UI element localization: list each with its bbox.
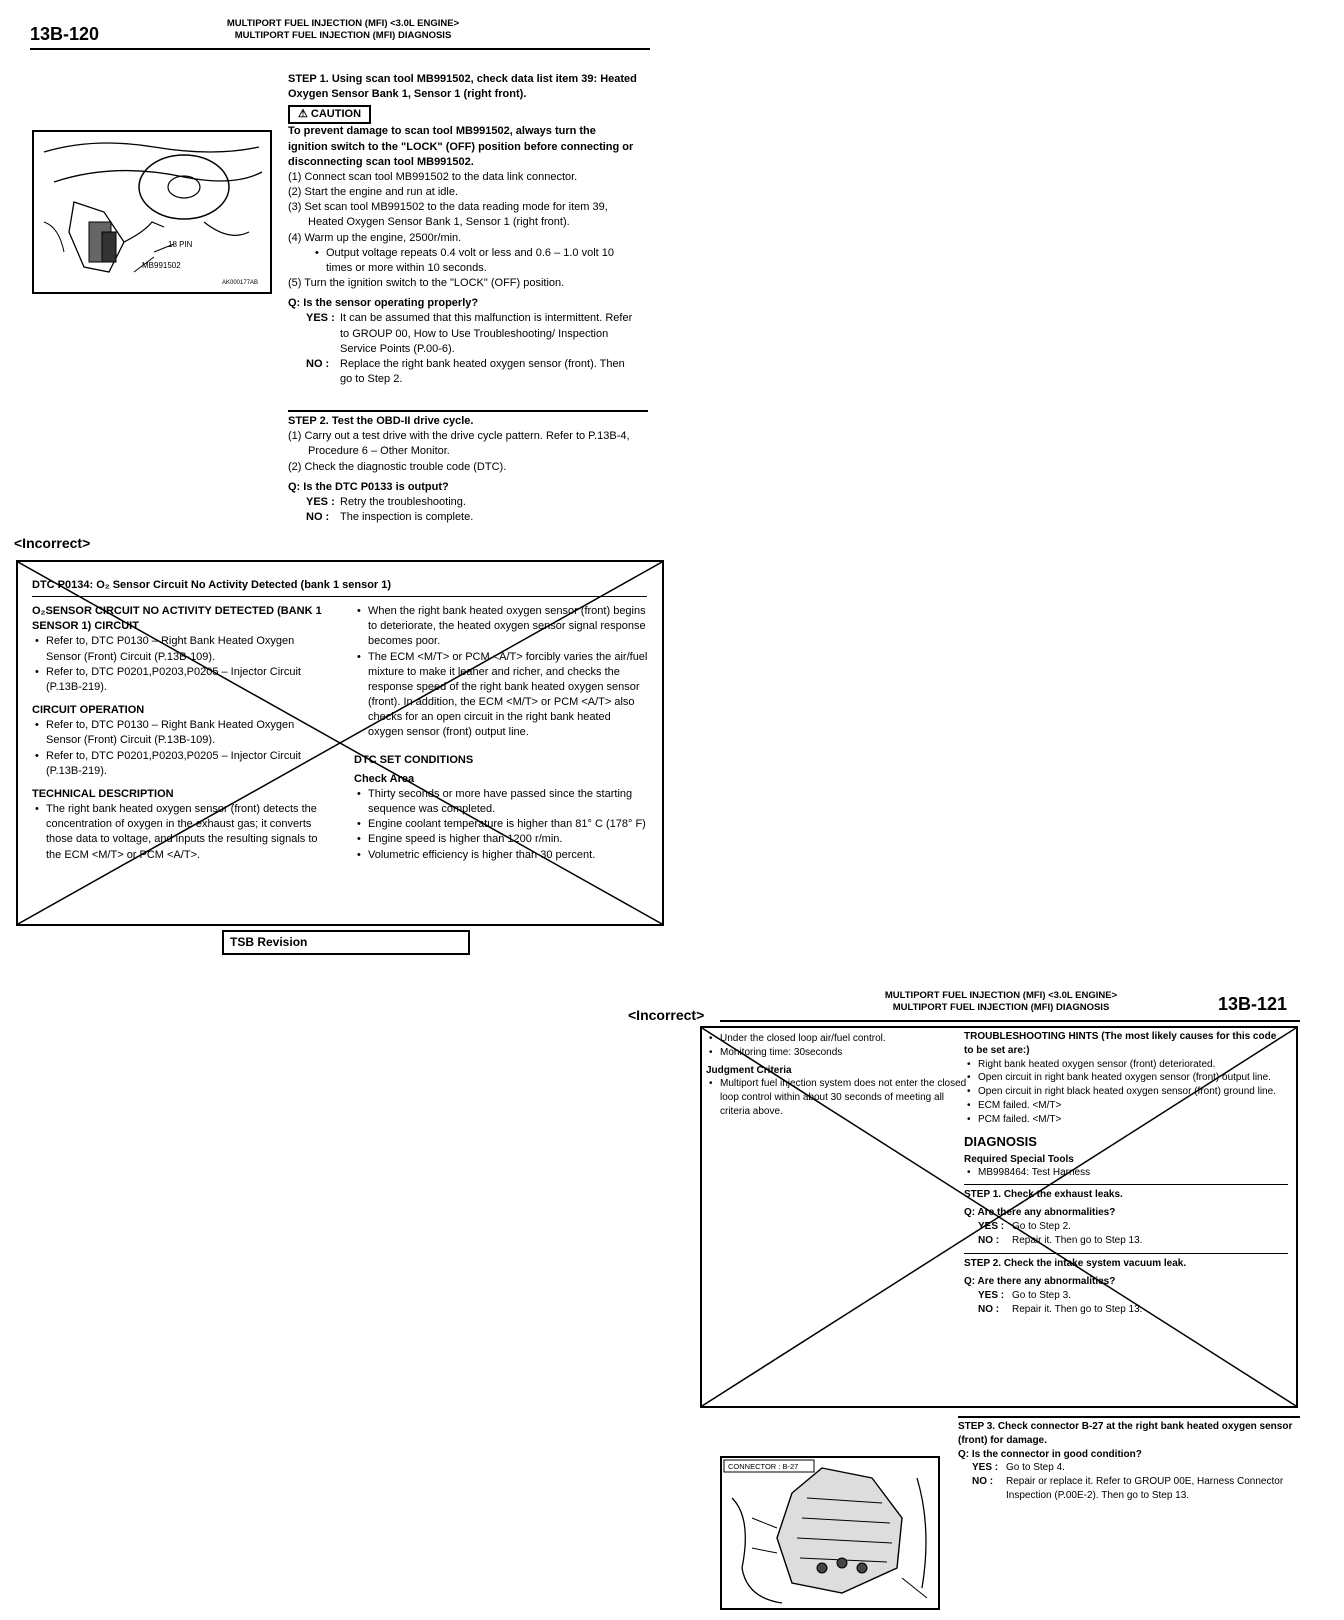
tools-list: [964, 1166, 1288, 1180]
list-item: • ECM failed. <M/T>: [964, 1099, 1288, 1113]
incorrect-label-left: <Incorrect>: [14, 535, 91, 551]
header-line-2: MULTIPORT FUEL INJECTION (MFI) DIAGNOSIS: [892, 1001, 1110, 1013]
step1-item: (5) Turn the ignition switch to the "LOCK" (OFF) position.: [288, 277, 565, 290]
step-divider: [958, 1416, 1300, 1418]
step1-question: Q: Is the sensor operating properly?: [288, 297, 479, 310]
box-step1-no: [978, 1234, 1288, 1248]
page-header-right: [836, 990, 1166, 1014]
scan-tool-figure: [32, 130, 272, 294]
dashboard-illustration: [34, 132, 270, 292]
list-item: • Refer to, DTC P0130 – Right Bank Heated Oxygen Sensor (Front) Circuit (P.13B-109).: [32, 634, 332, 664]
sec1-title: O₂SENSOR CIRCUIT NO ACTIVITY DETECTED (BANK 1 SENSOR 1) CIRCUIT: [32, 605, 322, 633]
no-label: NO :: [306, 357, 330, 370]
box-step1-yes: [978, 1220, 1288, 1234]
yes-text: Retry the troubleshooting.: [340, 495, 466, 508]
list-item: • MB998464: Test Harness: [964, 1166, 1288, 1180]
step2-list: [288, 429, 638, 475]
trouble-title: TROUBLESHOOTING HINTS (The most likely causes for this code to be set are:): [964, 1031, 1277, 1056]
header-line-1: MULTIPORT FUEL INJECTION (MFI) <3.0L ENGINE>: [226, 18, 460, 29]
step3-yes: [972, 1461, 1294, 1475]
step-divider: [288, 410, 648, 412]
header-rule-left: [30, 48, 650, 50]
list-item: • Open circuit in right black heated oxygen sensor (front) ground line.: [964, 1085, 1288, 1099]
step-divider: [964, 1184, 1288, 1185]
page-number-right: 13B-121: [1218, 994, 1288, 1014]
header-rule-right: [720, 1020, 1300, 1022]
caution-text: To prevent damage to scan tool MB991502, always turn the ignition switch to the "LOCK" (OFF) position before connecting or disconnecting scan tool MB991502.: [288, 125, 634, 168]
no-text: Repair or replace it. Refer to GROUP 00E, Harness Connector Inspection (P.00E-2). Then go to Step 13.: [1006, 1476, 1284, 1501]
page-number-left: 13B-120: [30, 24, 100, 44]
yes-text: It can be assumed that this malfunction is intermittent. Refer to GROUP 00, How to Use Troubleshooting/ Inspection Service Points (P.00-6).: [340, 312, 633, 355]
step2-no: [306, 510, 638, 525]
tools-title: Required Special Tools: [964, 1153, 1074, 1165]
sec2-title: CIRCUIT OPERATION: [32, 704, 145, 717]
list-item: • When the right bank heated oxygen sensor (front) begins to deteriorate, the heated oxygen sensor signal response becomes poor.: [354, 604, 649, 650]
no-label: NO :: [972, 1476, 994, 1488]
no-text: Repair it. Then go to Step 13.: [1012, 1234, 1143, 1246]
sec1-list: [32, 634, 332, 695]
figure-label-tool: MB991502: [142, 261, 181, 270]
list-item: • PCM failed. <M/T>: [964, 1113, 1288, 1127]
dtc-title: DTC P0134: O₂ Sensor Circuit No Activity Detected (bank 1 sensor 1): [32, 579, 392, 591]
header-line-1: MULTIPORT FUEL INJECTION (MFI) <3.0L ENGINE>: [884, 990, 1118, 1001]
step1-list-cont: [288, 276, 638, 291]
conditions-list: [706, 1032, 974, 1060]
list-item: • Monitoring time: 30seconds: [706, 1046, 974, 1060]
yes-label: YES :: [306, 312, 335, 325]
step1-no: [306, 357, 638, 387]
step2-item: (1) Carry out a test drive with the drive cycle pattern. Refer to P.13B-4, Procedure 6 – Other Monitor.: [288, 430, 630, 458]
step3-no: [972, 1475, 1294, 1503]
sec4-list: [354, 787, 649, 863]
judgment-title: Judgment Criteria: [706, 1064, 792, 1076]
list-item: • Open circuit in right bank heated oxygen sensor (front) output line.: [964, 1071, 1288, 1085]
connector-figure: [720, 1456, 940, 1610]
judgment-list: [706, 1077, 974, 1118]
box-step2-question: Q: Are there any abnormalities?: [964, 1276, 1116, 1288]
box-step2-yes: [978, 1289, 1288, 1303]
yes-text: Go to Step 4.: [1006, 1462, 1065, 1474]
dtc-col1: [32, 604, 332, 863]
step1-sub-bullet: • Output voltage repeats 0.4 volt or less and 0.6 – 1.0 volt 10 times or more within 10 seconds.: [312, 246, 638, 276]
header-line-2: MULTIPORT FUEL INJECTION (MFI) DIAGNOSIS: [234, 29, 452, 41]
sec3-list: [32, 802, 332, 863]
step1-section: [288, 72, 638, 387]
box-step1-title: STEP 1. Check the exhaust leaks.: [964, 1189, 1123, 1201]
box-step2-no: [978, 1303, 1288, 1317]
list-item: • Under the closed loop air/fuel control.: [706, 1032, 974, 1046]
no-label: NO :: [978, 1234, 1000, 1246]
page-header-left: [178, 18, 508, 42]
list-item: • Thirty seconds or more have passed since the starting sequence was completed.: [354, 787, 649, 817]
caution-label: ⚠ CAUTION: [288, 105, 371, 124]
figure-label-pin: 18 PIN: [168, 240, 193, 249]
sec2-list: [32, 718, 332, 779]
yes-label: YES :: [978, 1220, 1005, 1232]
no-label: NO :: [306, 511, 330, 524]
tsb-revision-box: TSB Revision: [222, 930, 470, 955]
step3-section: [958, 1420, 1294, 1503]
list-item: • Refer to, DTC P0201,P0203,P0205 – Injector Circuit (P.13B-219).: [32, 749, 332, 779]
engine-bay-illustration: [722, 1458, 938, 1608]
list-item: • Right bank heated oxygen sensor (front) deteriorated.: [964, 1058, 1288, 1072]
step-divider: [964, 1253, 1288, 1254]
yes-label: YES :: [978, 1289, 1005, 1301]
dtc-p0134-box: [16, 560, 664, 926]
dtc-col2: [354, 604, 649, 863]
col2-list: [354, 604, 649, 741]
step2-yes: [306, 495, 638, 510]
step2-question: Q: Is the DTC P0133 is output?: [288, 480, 449, 493]
list-item: • Refer to, DTC P0130 – Right Bank Heated Oxygen Sensor (Front) Circuit (P.13B-109).: [32, 718, 332, 748]
step2-title: STEP 2. Test the OBD-II drive cycle.: [288, 415, 474, 427]
list-item: • The ECM <M/T> or PCM <A/T> forcibly varies the air/fuel mixture to make it leaner and richer, and checks the response speed of the right bank heated oxygen sensor (front). In addition, the ECM <M/T> or PCM <A/T> also checks for an open circuit in the right bank heated oxygen sensor (front) output line.: [354, 650, 649, 741]
no-text: Replace the right bank heated oxygen sensor (front). Then go to Step 2.: [340, 357, 625, 386]
step3-title: STEP 3. Check connector B-27 at the right bank heated oxygen sensor (front) for damage.: [958, 1421, 1293, 1446]
list-item: • Engine speed is higher than 1200 r/min.: [354, 832, 649, 847]
diagnosis-title: DIAGNOSIS: [964, 1133, 1037, 1149]
sec4-title: DTC SET CONDITIONS: [354, 753, 474, 766]
box-col2: [964, 1030, 1288, 1316]
no-text: The inspection is complete.: [340, 511, 474, 524]
no-label: NO :: [978, 1303, 1000, 1315]
connector-label: CONNECTOR : B-27: [728, 1462, 799, 1471]
step1-list: [288, 170, 638, 246]
box-step2-title: STEP 2. Check the intake system vacuum leak.: [964, 1258, 1187, 1270]
step1-item: (3) Set scan tool MB991502 to the data reading mode for item 39, Heated Oxygen Sensor Bank 1, Sensor 1 (right front).: [288, 201, 608, 229]
dtc-title-rule: [32, 596, 647, 597]
trouble-list: [964, 1058, 1288, 1127]
list-item: • Multiport fuel injection system does not enter the closed loop control within about 30 seconds of meeting all criteria above.: [706, 1077, 974, 1118]
warning-triangle-icon: ⚠: [298, 108, 311, 121]
step1-item: (4) Warm up the engine, 2500r/min.: [288, 231, 462, 244]
no-text: Repair it. Then go to Step 13.: [1012, 1303, 1143, 1315]
step3-question: Q: Is the connector in good condition?: [958, 1448, 1142, 1460]
step1-item: (2) Start the engine and run at idle.: [288, 186, 458, 199]
box-step1-question: Q: Are there any abnormalities?: [964, 1206, 1116, 1218]
sec3-title: TECHNICAL DESCRIPTION: [32, 787, 174, 800]
caution-box: [288, 105, 638, 124]
box-col1: [706, 1032, 974, 1119]
incorrect-label-right: <Incorrect>: [628, 1007, 705, 1023]
list-item: • The right bank heated oxygen sensor (front) detects the concentration of oxygen in the exhaust gas; it converts those data to voltage, and inputs the resulting signals to the ECM <M/T> or PCM <A/T>.: [32, 802, 332, 863]
step1-title: STEP 1. Using scan tool MB991502, check data list item 39: Heated Oxygen Sensor Bank 1, Sensor 1 (right front).: [288, 73, 637, 101]
sec4-subtitle: Check Area: [354, 772, 415, 785]
list-item: • Volumetric efficiency is higher than 30 percent.: [354, 848, 649, 863]
step1-yes: [306, 311, 638, 357]
yes-text: Go to Step 3.: [1012, 1289, 1071, 1301]
yes-text: Go to Step 2.: [1012, 1220, 1071, 1232]
dtc-p0134-cont-box: [700, 1026, 1298, 1408]
step2-section: [288, 414, 638, 525]
figure-code: AK000177AB: [222, 280, 259, 286]
yes-label: YES :: [972, 1462, 999, 1474]
list-item: • Engine coolant temperature is higher than 81° C (178° F): [354, 817, 649, 832]
step1-item: (1) Connect scan tool MB991502 to the data link connector.: [288, 170, 578, 183]
list-item: • Refer to, DTC P0201,P0203,P0205 – Injector Circuit (P.13B-219).: [32, 665, 332, 695]
step2-item: (2) Check the diagnostic trouble code (DTC).: [288, 460, 507, 473]
yes-label: YES :: [306, 495, 335, 508]
step1-sub-bullets: [312, 246, 638, 276]
